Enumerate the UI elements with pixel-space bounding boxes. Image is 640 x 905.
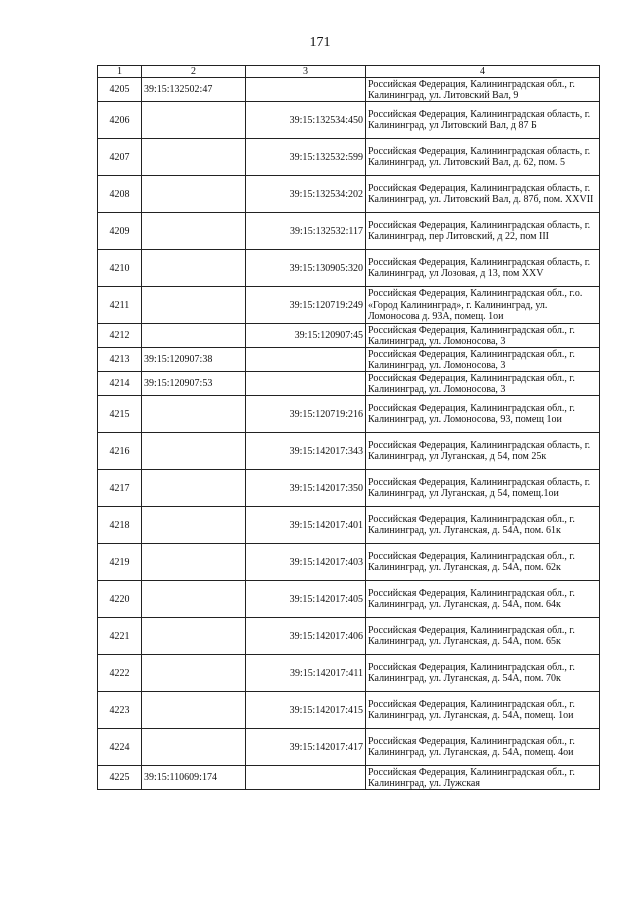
table-row (98, 729, 600, 766)
cell-row-number: 4220 (98, 581, 142, 618)
table-row (98, 581, 600, 618)
cell-address: Российская Федерация, Калининградская обл., г. Калининград, ул. Луганская, д. 54А, пом. 64к (366, 581, 600, 618)
cell-address: Российская Федерация, Калининградская обл., г.о. «Город Калининград», г. Калининград, ул. Ломоносова д. 93А, помещ. 1ои (366, 287, 600, 324)
table-row (98, 213, 600, 250)
cell-cadastral-premises: 39:15:142017:403 (246, 544, 366, 581)
cell-cadastral-premises: 39:15:132534:450 (246, 102, 366, 139)
cell-cadastral-land (142, 655, 246, 692)
cell-address: Российская Федерация, Калининградская область, г. Калининград, пер Литовский, д 22, пом III (366, 213, 600, 250)
cell-cadastral-land (142, 507, 246, 544)
cell-address: Российская Федерация, Калининградская обл., г. Калининград, ул. Луганская, д. 54А, пом. 62к (366, 544, 600, 581)
page-number: 171 (309, 35, 331, 50)
cell-address: Российская Федерация, Калининградская область, г. Калининград, ул. Литовский Вал, д. 62, пом. 5 (366, 139, 600, 176)
cell-address: Российская Федерация, Калининградская обл., г. Калининград, ул. Ломоносова, 93, помещ 1ои (366, 396, 600, 433)
cell-row-number: 4217 (98, 470, 142, 507)
cell-row-number: 4211 (98, 287, 142, 324)
cell-row-number: 4212 (98, 324, 142, 348)
cell-address: Российская Федерация, Калининградская обл., г. Калининград, ул. Луганская, д. 54А, пом. 61к (366, 507, 600, 544)
cell-cadastral-land: 39:15:120907:53 (142, 372, 246, 396)
cell-row-number: 4205 (98, 78, 142, 102)
table-row (98, 324, 600, 348)
cell-row-number: 4219 (98, 544, 142, 581)
cell-address: Российская Федерация, Калининградская обл., г. Калининград, ул. Луганская, д. 54А, пом. 65к (366, 618, 600, 655)
cell-address: Российская Федерация, Калининградская обл., г. Калининград, ул. Лужская (366, 766, 600, 790)
cell-row-number: 4206 (98, 102, 142, 139)
cell-cadastral-premises: 39:15:142017:350 (246, 470, 366, 507)
table-row (98, 507, 600, 544)
table-row (98, 102, 600, 139)
cell-address: Российская Федерация, Калининградская обл., г. Калининград, ул. Ломоносова, 3 (366, 372, 600, 396)
cell-row-number: 4208 (98, 176, 142, 213)
cell-row-number: 4215 (98, 396, 142, 433)
cell-address: Российская Федерация, Калининградская обл., г. Калининград, ул. Литовский Вал, 9 (366, 78, 600, 102)
table-row (98, 287, 600, 324)
cell-row-number: 4216 (98, 433, 142, 470)
table-header-row (98, 66, 600, 78)
cell-cadastral-premises: 39:15:130905:320 (246, 250, 366, 287)
cell-address: Российская Федерация, Калининградская обл., г. Калининград, ул. Луганская, д. 54А, пом. 70к (366, 655, 600, 692)
cell-cadastral-premises (246, 372, 366, 396)
table-row (98, 78, 600, 102)
table-row (98, 618, 600, 655)
table-row (98, 250, 600, 287)
cell-cadastral-premises (246, 348, 366, 372)
cell-cadastral-premises: 39:15:132532:117 (246, 213, 366, 250)
table-row (98, 655, 600, 692)
table-row (98, 433, 600, 470)
cell-cadastral-premises (246, 78, 366, 102)
cell-cadastral-land (142, 618, 246, 655)
cell-row-number: 4223 (98, 692, 142, 729)
table-row (98, 139, 600, 176)
cell-row-number: 4224 (98, 729, 142, 766)
cell-cadastral-land (142, 729, 246, 766)
cell-cadastral-land (142, 544, 246, 581)
table-row (98, 396, 600, 433)
table-row (98, 692, 600, 729)
cell-cadastral-land (142, 324, 246, 348)
cell-cadastral-land (142, 250, 246, 287)
table-row (98, 348, 600, 372)
cell-address: Российская Федерация, Калининградская обл., г. Калининград, ул. Ломоносова, 3 (366, 324, 600, 348)
cell-row-number: 4218 (98, 507, 142, 544)
column-header-1: 1 (98, 66, 142, 78)
cell-cadastral-land (142, 139, 246, 176)
cell-address: Российская Федерация, Калининградская обл., г. Калининград, ул. Ломоносова, 3 (366, 348, 600, 372)
cell-address: Российская Федерация, Калининградская обл., г. Калининград, ул. Луганская, д. 54А, помещ. 1ои (366, 692, 600, 729)
cell-cadastral-premises: 39:15:142017:415 (246, 692, 366, 729)
cell-cadastral-premises: 39:15:142017:401 (246, 507, 366, 544)
table-row (98, 372, 600, 396)
cell-cadastral-premises: 39:15:142017:405 (246, 581, 366, 618)
cell-cadastral-premises: 39:15:142017:417 (246, 729, 366, 766)
cell-cadastral-land (142, 213, 246, 250)
table-row (98, 176, 600, 213)
cell-cadastral-land (142, 433, 246, 470)
cell-cadastral-premises (246, 766, 366, 790)
table-row (98, 766, 600, 790)
registry-table (97, 65, 600, 790)
cell-row-number: 4207 (98, 139, 142, 176)
cell-cadastral-land (142, 581, 246, 618)
cell-row-number: 4214 (98, 372, 142, 396)
cell-cadastral-land: 39:15:120907:38 (142, 348, 246, 372)
cell-cadastral-land (142, 287, 246, 324)
cell-row-number: 4222 (98, 655, 142, 692)
cell-cadastral-premises: 39:15:120907:45 (246, 324, 366, 348)
cell-cadastral-premises: 39:15:120719:249 (246, 287, 366, 324)
cell-row-number: 4209 (98, 213, 142, 250)
cell-cadastral-land: 39:15:132502:47 (142, 78, 246, 102)
cell-row-number: 4210 (98, 250, 142, 287)
cell-address: Российская Федерация, Калининградская область, г. Калининград, ул Луганская, д 54, пом 25к (366, 433, 600, 470)
cell-cadastral-premises: 39:15:142017:411 (246, 655, 366, 692)
cell-row-number: 4225 (98, 766, 142, 790)
table-row (98, 470, 600, 507)
cell-cadastral-premises: 39:15:132532:599 (246, 139, 366, 176)
cell-cadastral-land (142, 396, 246, 433)
cell-cadastral-land: 39:15:110609:174 (142, 766, 246, 790)
cell-cadastral-premises: 39:15:142017:406 (246, 618, 366, 655)
cell-cadastral-premises: 39:15:132534:202 (246, 176, 366, 213)
column-header-4: 4 (366, 66, 600, 78)
table-row (98, 544, 600, 581)
cell-address: Российская Федерация, Калининградская обл., г. Калининград, ул. Луганская, д. 54А, помещ. 4ои (366, 729, 600, 766)
column-header-3: 3 (246, 66, 366, 78)
cell-cadastral-premises: 39:15:120719:216 (246, 396, 366, 433)
cell-cadastral-land (142, 102, 246, 139)
cell-cadastral-land (142, 176, 246, 213)
cell-address: Российская Федерация, Калининградская область, г. Калининград, ул Литовский Вал, д 87 Б (366, 102, 600, 139)
cell-address: Российская Федерация, Калининградская область, г. Калининград, ул. Литовский Вал, д. 87б, пом. XXVII (366, 176, 600, 213)
cell-cadastral-land (142, 470, 246, 507)
cell-address: Российская Федерация, Калининградская область, г. Калининград, ул Луганская, д 54, помещ.1ои (366, 470, 600, 507)
cell-row-number: 4221 (98, 618, 142, 655)
cell-cadastral-premises: 39:15:142017:343 (246, 433, 366, 470)
cell-row-number: 4213 (98, 348, 142, 372)
cell-cadastral-land (142, 692, 246, 729)
table-body (98, 78, 600, 790)
cell-address: Российская Федерация, Калининградская область, г. Калининград, ул Лозовая, д 13, пом XXV (366, 250, 600, 287)
column-header-2: 2 (142, 66, 246, 78)
